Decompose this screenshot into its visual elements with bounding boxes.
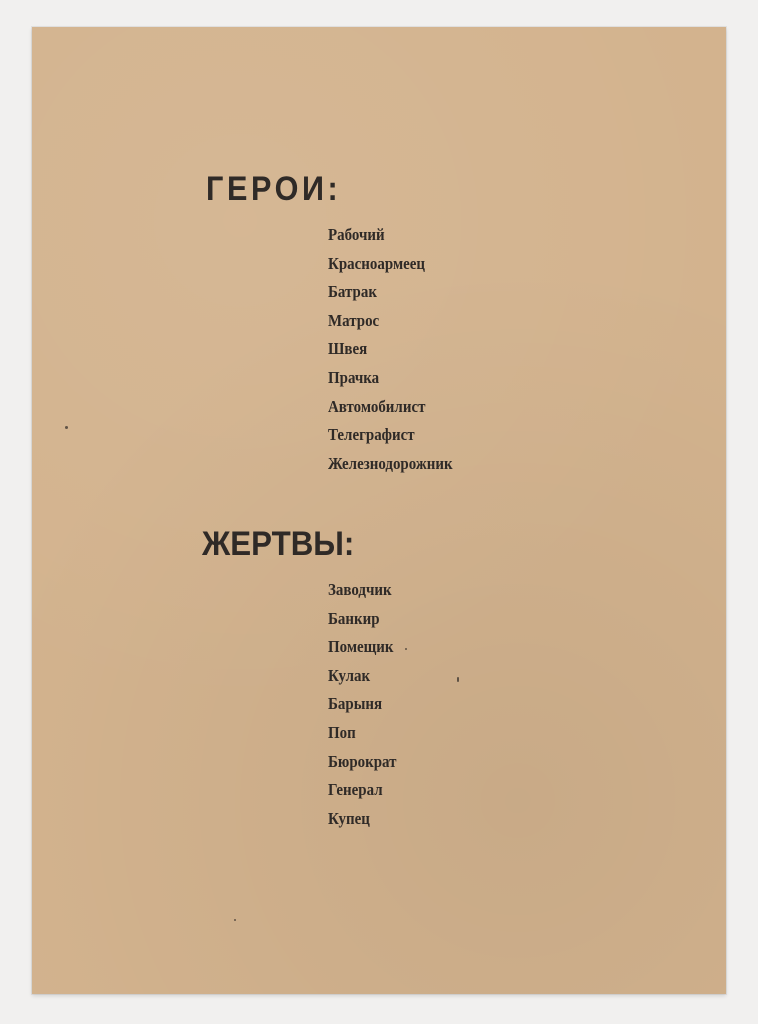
victims-list <box>328 576 406 833</box>
ink-speck <box>457 677 459 682</box>
list-item: Помещик <box>328 637 394 657</box>
list-item: Заводчик <box>328 580 392 599</box>
ink-speck <box>405 648 407 650</box>
heroes-list <box>328 221 470 478</box>
list-item: Бюрократ <box>328 751 397 771</box>
ink-speck <box>234 919 236 921</box>
paper-sheet <box>32 27 726 994</box>
heroes-heading: ГЕРОИ: <box>206 170 342 208</box>
list-item: Кулак <box>328 665 371 685</box>
list-item: Батрак <box>328 282 377 302</box>
list-item: Телеграфист <box>328 425 415 445</box>
list-item: Банкир <box>328 608 380 628</box>
list-item: Поп <box>328 722 356 742</box>
list-item: Купец <box>328 808 370 828</box>
list-item: Прачка <box>328 367 380 387</box>
list-item: Железнодорожник <box>328 453 453 473</box>
ink-speck <box>65 426 68 429</box>
list-item: Барыня <box>328 694 383 714</box>
list-item: Швея <box>328 339 368 359</box>
list-item: Красноармеец <box>328 253 426 273</box>
list-item: Матрос <box>328 310 380 330</box>
list-item: Генерал <box>328 780 383 800</box>
victims-heading: ЖЕРТВЫ: <box>202 525 355 563</box>
list-item: Автомобилист <box>328 396 426 416</box>
list-item: Рабочий <box>328 225 385 244</box>
